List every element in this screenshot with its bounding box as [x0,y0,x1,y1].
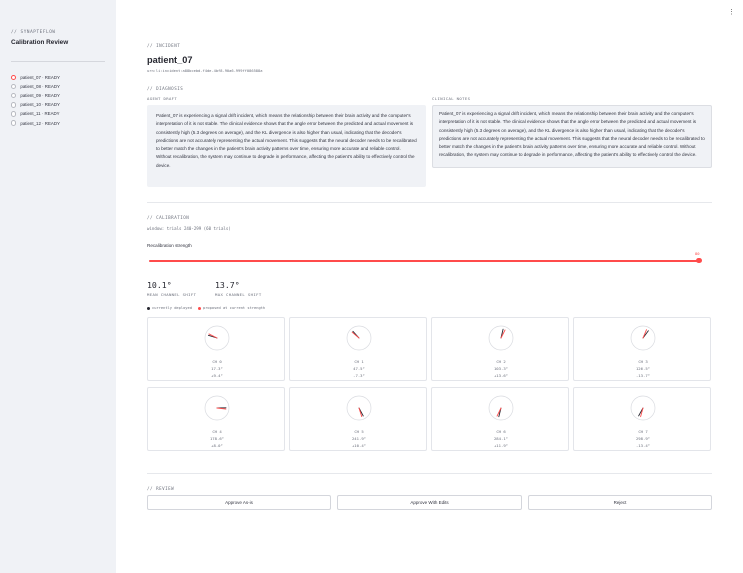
channel-card [289,387,427,451]
approve-button[interactable]: Approve As-is [147,495,331,510]
channel-delta: +8.0° [211,443,223,448]
brand-label: // SYNAPTEFLOW [11,30,56,35]
channel-angle: 17.3° [211,366,223,371]
channel-delta: +10.4° [351,443,367,448]
channel-delta: -13.7° [635,373,651,378]
channel-angle: 126.5° [635,366,651,371]
channel-name: CH 2 [496,359,506,364]
patient-radio-option[interactable] [11,118,105,127]
radio-icon[interactable] [11,84,16,89]
patient-option-label: patient_09 · READY [20,93,60,99]
patient-option-label: patient_12 · READY [20,120,60,126]
channel-delta: +9.4° [211,373,223,378]
incident-eyebrow: // INCIDENT [147,43,181,48]
clinical-notes-textarea[interactable]: Patient_07 is experiencing a signal drift incident, which means the relationship between their brain activity and the computer's interpretation of it is not stable. The clinical evidence shows that the angle error between the predicted and actual movement is consistently high (5.3 degrees on average), and the KL divergence is also higher than usual, indicating that the decoder's predictions are not accurately representing the actual movement. This suggests that the neural decoder needs to be recalibrated to better match the changes in the patient's brain activity patterns over time, ensuring more accurate and reliable control. Without recalibration, the system may continue to degrade in performance, affecting the patient's ability to effectively control the device. [432,105,712,168]
clinical-notes-label: CLINICAL NOTES [432,96,471,101]
channel-card [431,387,569,451]
proposed-swatch [198,307,201,310]
max-shift-value: 13.7° [215,280,240,290]
radio-icon[interactable] [11,120,16,125]
trial-window: window: trials 240-299 (60 trials) [147,226,231,231]
channel-angle: 284.1° [493,436,509,441]
channel-dial [630,395,656,421]
sidebar [0,0,116,573]
main-content [147,0,712,573]
page-title: patient_07 [147,55,193,65]
radio-icon[interactable] [11,93,16,98]
channel-angle: 178.6° [209,436,225,441]
channel-name: CH 0 [212,359,222,364]
channel-card [573,317,711,381]
slider-label: Recalibration strength [147,243,192,248]
review-eyebrow: // REVIEW [147,486,175,491]
diagnosis-eyebrow: // DIAGNOSIS [147,86,184,91]
channel-card [147,387,285,451]
channel-card [147,317,285,381]
channel-name: CH 6 [496,429,506,434]
section-divider [147,473,712,474]
channel-name: CH 7 [638,429,648,434]
channel-name: CH 5 [354,429,364,434]
more-menu-icon[interactable]: ⋮ [728,9,735,16]
channel-dial [204,395,230,421]
mean-shift-label: MEAN CHANNEL SHIFT [147,292,197,297]
patient-radio-option[interactable] [11,73,105,82]
channel-angle: 103.3° [493,366,509,371]
reject-button[interactable]: Reject [528,495,712,510]
patient-option-label: patient_11 · READY [20,111,60,117]
radio-icon[interactable] [11,102,16,107]
slider-fill [149,260,699,262]
deployed-swatch [147,307,150,310]
patient-option-label: patient_10 · READY [20,102,60,108]
incident-urn: urn:li:incident:a88bcebd-f4de-4bf8-90a6-999ff086588a [147,69,263,73]
channel-delta: +11.9° [493,443,509,448]
channel-angle: 47.5° [353,366,365,371]
slider-value: 80 [695,251,700,256]
channel-delta: -13.4° [635,443,651,448]
sidebar-title: Calibration Review [11,39,69,46]
agent-draft-text: Patient_07 is experiencing a signal drift incident, which means the relationship between their brain activity and the computer's interpretation of it is not stable. The clinical evidence shows that the angle error between the predicted and actual movement is consistently high (5.3 degrees on average), and the KL divergence is also higher than usual, indicating that the decoder's predictions are not accurately representing the actual movement. This suggests that the neural decoder needs to be recalibrated to better match the changes in the patient's brain activity patterns over time, ensuring more accurate and reliable control. Without recalibration, the system may continue to degrade in performance, affecting the patient's ability to effectively control the device. [147,105,426,187]
radio-selected-icon[interactable] [11,75,16,80]
channel-angle: 298.9° [635,436,651,441]
channel-angle: 241.9° [351,436,367,441]
channel-dial [630,325,656,351]
channel-dial [346,395,372,421]
slider-thumb[interactable] [696,258,702,264]
patient-radio-option[interactable] [11,109,105,118]
radio-icon[interactable] [11,111,16,116]
patient-option-label: patient_08 · READY [20,84,60,90]
patient-radio-option[interactable] [11,100,105,109]
mean-shift-value: 10.1° [147,280,172,290]
channel-dial [488,325,514,351]
proposed-needle [352,332,359,338]
approve-with-edits-button[interactable]: Approve With Edits [337,495,522,510]
section-divider [147,202,712,203]
channel-card [431,317,569,381]
channel-dial [346,325,372,351]
dial-legend [147,306,265,310]
channel-card [573,387,711,451]
patient-radio-option[interactable] [11,82,105,91]
agent-draft-label: AGENT DRAFT [147,96,178,101]
slider-track[interactable] [149,260,699,262]
channel-card [289,317,427,381]
patient-radio-option[interactable] [11,91,105,100]
max-shift-label: MAX CHANNEL SHIFT [215,292,262,297]
channel-delta: +13.6° [493,373,509,378]
channel-name: CH 3 [638,359,648,364]
calibration-eyebrow: // CALIBRATION [147,215,190,220]
channel-delta: -7.3° [353,373,365,378]
channel-name: CH 4 [212,429,222,434]
patient-option-label: patient_07 · READY [20,75,60,81]
legend-deployed: currently deployed [152,306,192,310]
channel-dial [204,325,230,351]
channel-dial [488,395,514,421]
sidebar-divider [11,61,105,62]
channel-name: CH 1 [354,359,364,364]
legend-proposed: proposed at current strength [202,306,266,310]
patient-radio-group [11,73,105,128]
